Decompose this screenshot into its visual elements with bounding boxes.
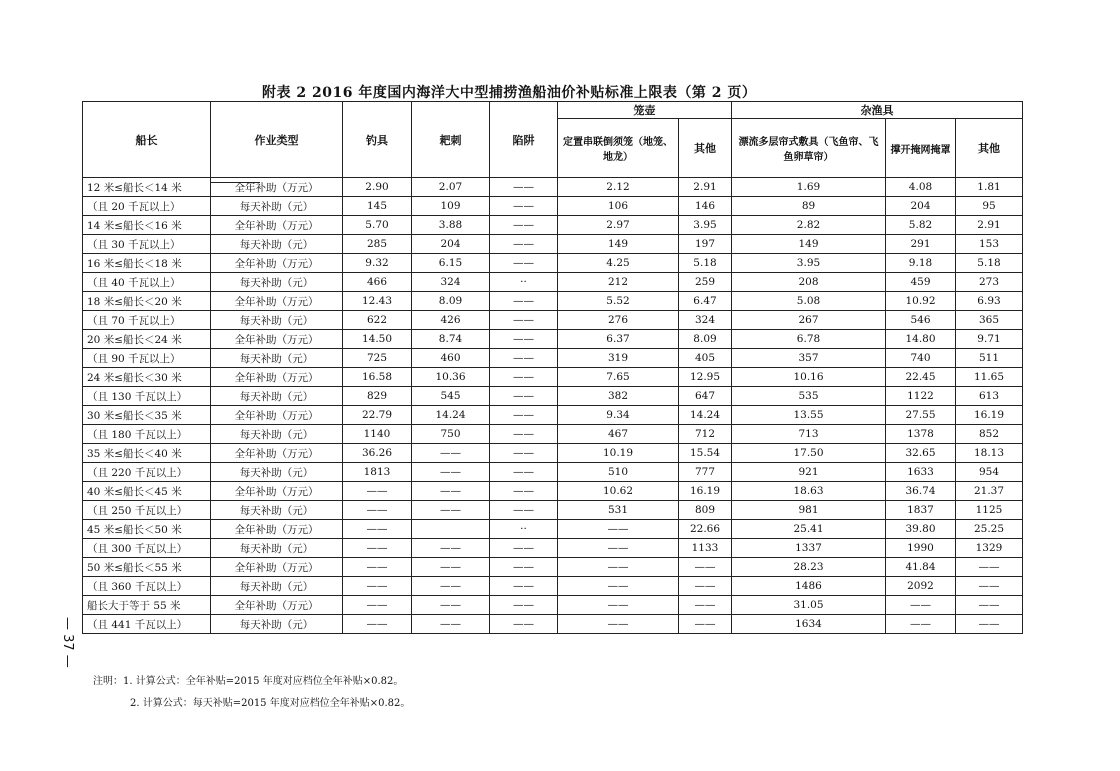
table-cell: —— <box>679 596 732 615</box>
table-cell: 6.47 <box>679 292 732 311</box>
power-requirement: （且 30 千瓦以上） <box>83 235 211 254</box>
table-cell: 2092 <box>886 577 956 596</box>
table-cell: 146 <box>679 197 732 216</box>
table-cell: 809 <box>679 501 732 520</box>
table-cell: 2.12 <box>558 178 679 197</box>
table-cell: 145 <box>343 197 412 216</box>
daily-subsidy-label: 每天补助（元） <box>211 273 343 292</box>
table-row <box>83 463 1023 482</box>
table-cell: 36.26 <box>343 444 412 463</box>
table-cell: 545 <box>412 387 490 406</box>
annual-subsidy-label: 全年补助（万元） <box>211 444 343 463</box>
table-cell: 9.34 <box>558 406 679 425</box>
daily-subsidy-label: 每天补助（元） <box>211 349 343 368</box>
table-cell: 291 <box>886 235 956 254</box>
daily-subsidy-label: 每天补助（元） <box>211 311 343 330</box>
table-cell: 204 <box>886 197 956 216</box>
table-cell: 6.93 <box>956 292 1023 311</box>
table-cell: —— <box>490 596 558 615</box>
table-cell: 1337 <box>732 539 886 558</box>
length-range: 35 米≤船长＜40 米 <box>83 444 211 463</box>
table-row <box>83 406 1023 425</box>
table-cell: —— <box>343 520 412 539</box>
power-requirement: （且 220 千瓦以上） <box>83 463 211 482</box>
table-cell: 10.19 <box>558 444 679 463</box>
header-cage-other: 其他 <box>679 119 732 178</box>
table-cell: 1125 <box>956 501 1023 520</box>
table-cell: —— <box>490 387 558 406</box>
power-requirement: （且 70 千瓦以上） <box>83 311 211 330</box>
header-misc-other: 其他 <box>956 119 1023 178</box>
table-cell: 777 <box>679 463 732 482</box>
annual-subsidy-label: 全年补助（万元） <box>211 254 343 273</box>
table-cell: 5.52 <box>558 292 679 311</box>
table-cell: 5.08 <box>732 292 886 311</box>
table-row <box>83 482 1023 501</box>
table-cell: 750 <box>412 425 490 444</box>
table-cell: —— <box>490 254 558 273</box>
table-cell: 276 <box>558 311 679 330</box>
table-cell: 426 <box>412 311 490 330</box>
table-cell: —— <box>490 482 558 501</box>
table-cell: —— <box>412 558 490 577</box>
power-requirement: （且 130 千瓦以上） <box>83 387 211 406</box>
table-cell: —— <box>490 197 558 216</box>
table-cell: 713 <box>732 425 886 444</box>
length-range: 12 米≤船长＜14 米 <box>83 178 211 197</box>
table-cell: 25.25 <box>956 520 1023 539</box>
table-cell: —— <box>343 615 412 634</box>
table-cell: 273 <box>956 273 1023 292</box>
annual-subsidy-label: 全年补助（万元） <box>211 596 343 615</box>
table-cell: 954 <box>956 463 1023 482</box>
table-cell: 921 <box>732 463 886 482</box>
table-cell: —— <box>558 539 679 558</box>
table-cell: 16.19 <box>679 482 732 501</box>
daily-subsidy-label: 每天补助（元） <box>211 425 343 444</box>
table-cell: 212 <box>558 273 679 292</box>
table-cell: —— <box>886 615 956 634</box>
table-cell: —— <box>490 216 558 235</box>
table-cell: 829 <box>343 387 412 406</box>
table-cell: —— <box>490 330 558 349</box>
daily-subsidy-label: 每天补助（元） <box>211 501 343 520</box>
table-row <box>83 425 1023 444</box>
table-cell: 12.43 <box>343 292 412 311</box>
table-cell: 31.05 <box>732 596 886 615</box>
header-fishing: 钓具 <box>343 102 412 178</box>
header-trap: 耙刺 <box>412 102 490 178</box>
table-title: 附表 2 2016 年度国内海洋大中型捕捞渔船油价补贴标准上限表（第 2 页） <box>262 85 757 101</box>
header-group-cage: 笼壶 <box>558 102 732 119</box>
daily-subsidy-label: 每天补助（元） <box>211 615 343 634</box>
table-row <box>83 577 1023 596</box>
table-cell: 9.18 <box>886 254 956 273</box>
power-requirement: （且 250 千瓦以上） <box>83 501 211 520</box>
table-cell: —— <box>679 577 732 596</box>
daily-subsidy-label: 每天补助（元） <box>211 577 343 596</box>
table-cell: 511 <box>956 349 1023 368</box>
annual-subsidy-label: 全年补助（万元） <box>211 368 343 387</box>
subsidy-table <box>82 101 1023 634</box>
length-range: 50 米≤船长＜55 米 <box>83 558 211 577</box>
table-cell: 14.80 <box>886 330 956 349</box>
table-cell: 981 <box>732 501 886 520</box>
daily-subsidy-label: 每天补助（元） <box>211 197 343 216</box>
table-row <box>83 330 1023 349</box>
table-cell <box>412 520 490 539</box>
table-cell: —— <box>956 596 1023 615</box>
table-cell: 22.66 <box>679 520 732 539</box>
table-row <box>83 178 1023 197</box>
table-cell: 1813 <box>343 463 412 482</box>
table-cell: —— <box>558 615 679 634</box>
note-1: 注明：1. 计算公式：全年补贴=2015 年度对应档位全年补贴×0.82。 <box>93 676 404 687</box>
table-cell: 267 <box>732 311 886 330</box>
table-cell: —— <box>558 520 679 539</box>
table-cell: 39.80 <box>886 520 956 539</box>
header-misc-lift: 撑开掩网掩罩 <box>886 119 956 178</box>
table-cell: 10.62 <box>558 482 679 501</box>
table-body <box>83 178 1023 634</box>
table-row <box>83 273 1023 292</box>
table-cell: 382 <box>558 387 679 406</box>
daily-subsidy-label: 每天补助（元） <box>211 463 343 482</box>
table-cell: 712 <box>679 425 732 444</box>
table-cell: 460 <box>412 349 490 368</box>
table-cell: 546 <box>886 311 956 330</box>
length-range: 40 米≤船长＜45 米 <box>83 482 211 501</box>
table-cell: 2.07 <box>412 178 490 197</box>
daily-subsidy-label: 每天补助（元） <box>211 235 343 254</box>
length-range: 45 米≤船长＜50 米 <box>83 520 211 539</box>
table-cell: —— <box>956 558 1023 577</box>
table-cell: —— <box>679 615 732 634</box>
table-cell: 622 <box>343 311 412 330</box>
table-row <box>83 311 1023 330</box>
table-cell: —— <box>886 596 956 615</box>
table-row <box>83 520 1023 539</box>
table-cell: —— <box>558 558 679 577</box>
table-cell: 357 <box>732 349 886 368</box>
table-cell: —— <box>412 501 490 520</box>
table-row <box>83 558 1023 577</box>
table-cell: 647 <box>679 387 732 406</box>
annual-subsidy-label: 全年补助（万元） <box>211 482 343 501</box>
table-cell: 852 <box>956 425 1023 444</box>
table-cell: 149 <box>558 235 679 254</box>
table-cell: 1140 <box>343 425 412 444</box>
table-cell: —— <box>490 178 558 197</box>
table-cell: —— <box>412 577 490 596</box>
table-cell: —— <box>490 501 558 520</box>
table-cell: —— <box>412 615 490 634</box>
table-cell: 459 <box>886 273 956 292</box>
table-row <box>83 539 1023 558</box>
daily-subsidy-label: 每天补助（元） <box>211 539 343 558</box>
header-row-1 <box>83 102 1023 119</box>
table-cell: —— <box>412 482 490 501</box>
table-cell: —— <box>412 539 490 558</box>
table-cell: 22.45 <box>886 368 956 387</box>
table-cell: 13.55 <box>732 406 886 425</box>
length-range: 30 米≤船长＜35 米 <box>83 406 211 425</box>
table-cell: 467 <box>558 425 679 444</box>
table-cell: 153 <box>956 235 1023 254</box>
table-cell: 740 <box>886 349 956 368</box>
table-cell: 405 <box>679 349 732 368</box>
table-cell: 8.09 <box>679 330 732 349</box>
table-cell: 2.90 <box>343 178 412 197</box>
length-range: 船长大于等于 55 米 <box>83 596 211 615</box>
power-requirement: （且 20 千瓦以上） <box>83 197 211 216</box>
table-cell: ·· <box>490 520 558 539</box>
table-cell: 18.13 <box>956 444 1023 463</box>
table-cell: 1133 <box>679 539 732 558</box>
table-row <box>83 349 1023 368</box>
power-requirement: （且 40 千瓦以上） <box>83 273 211 292</box>
table-cell: 27.55 <box>886 406 956 425</box>
table-cell: ·· <box>490 273 558 292</box>
power-requirement: （且 360 千瓦以上） <box>83 577 211 596</box>
power-requirement: （且 180 千瓦以上） <box>83 425 211 444</box>
annual-subsidy-label: 全年补助（万元） <box>211 330 343 349</box>
table-row <box>83 197 1023 216</box>
table-cell: 204 <box>412 235 490 254</box>
header-type: 作业类型 <box>211 102 343 178</box>
table-cell: 208 <box>732 273 886 292</box>
table-cell: —— <box>490 558 558 577</box>
annual-subsidy-label: 全年补助（万元） <box>211 178 343 197</box>
table-cell: —— <box>343 482 412 501</box>
table-cell: 5.18 <box>956 254 1023 273</box>
table-cell: 259 <box>679 273 732 292</box>
table-cell: 7.65 <box>558 368 679 387</box>
table-cell: —— <box>412 463 490 482</box>
annual-subsidy-label: 全年补助（万元） <box>211 406 343 425</box>
table-cell: —— <box>956 577 1023 596</box>
length-range: 16 米≤船长＜18 米 <box>83 254 211 273</box>
table-cell: 1378 <box>886 425 956 444</box>
table-row <box>83 596 1023 615</box>
table-cell: —— <box>490 311 558 330</box>
table-cell: 14.50 <box>343 330 412 349</box>
table-cell: 3.88 <box>412 216 490 235</box>
table-cell: 11.65 <box>956 368 1023 387</box>
table-cell: —— <box>490 425 558 444</box>
table-cell: —— <box>490 292 558 311</box>
header-length: 船长 <box>83 102 211 178</box>
table-row <box>83 615 1023 634</box>
table-cell: 319 <box>558 349 679 368</box>
header-pot: 陷阱 <box>490 102 558 178</box>
table-cell: 15.54 <box>679 444 732 463</box>
table-cell: 2.91 <box>956 216 1023 235</box>
table-cell: 285 <box>343 235 412 254</box>
table-cell: 1990 <box>886 539 956 558</box>
table-cell: 9.32 <box>343 254 412 273</box>
table-cell: 725 <box>343 349 412 368</box>
table-cell: 6.78 <box>732 330 886 349</box>
table-cell: —— <box>490 577 558 596</box>
header-cage-fixed: 定置串联倒须笼（地笼、地龙） <box>558 119 679 178</box>
table-cell: 5.82 <box>886 216 956 235</box>
table-cell: —— <box>490 368 558 387</box>
table-cell: 1.69 <box>732 178 886 197</box>
table-cell: 10.36 <box>412 368 490 387</box>
table-cell: 12.95 <box>679 368 732 387</box>
table-cell: 3.95 <box>679 216 732 235</box>
table-cell: 531 <box>558 501 679 520</box>
table-row <box>83 387 1023 406</box>
table-cell: —— <box>956 615 1023 634</box>
power-requirement: （且 90 千瓦以上） <box>83 349 211 368</box>
table-cell: 197 <box>679 235 732 254</box>
table-cell: 1486 <box>732 577 886 596</box>
table-cell: 1122 <box>886 387 956 406</box>
table-cell: 3.95 <box>732 254 886 273</box>
power-requirement: （且 300 千瓦以上） <box>83 539 211 558</box>
table-cell: 95 <box>956 197 1023 216</box>
table-cell: 10.16 <box>732 368 886 387</box>
table-row <box>83 444 1023 463</box>
table-cell: —— <box>490 444 558 463</box>
length-range: 18 米≤船长＜20 米 <box>83 292 211 311</box>
table-cell: 14.24 <box>412 406 490 425</box>
length-range: 20 米≤船长＜24 米 <box>83 330 211 349</box>
length-range: 14 米≤船长＜16 米 <box>83 216 211 235</box>
table-cell: 17.50 <box>732 444 886 463</box>
table-cell: 89 <box>732 197 886 216</box>
daily-subsidy-label: 每天补助（元） <box>211 387 343 406</box>
table-row <box>83 254 1023 273</box>
table-cell: 466 <box>343 273 412 292</box>
table-cell: —— <box>490 406 558 425</box>
table-cell: 10.92 <box>886 292 956 311</box>
table-cell: 1633 <box>886 463 956 482</box>
annual-subsidy-label: 全年补助（万元） <box>211 558 343 577</box>
table-cell: 4.08 <box>886 178 956 197</box>
table-cell: 535 <box>732 387 886 406</box>
table-cell: —— <box>343 558 412 577</box>
table-cell: —— <box>558 596 679 615</box>
table-row <box>83 368 1023 387</box>
power-requirement: （且 441 千瓦以上） <box>83 615 211 634</box>
length-range: 24 米≤船长＜30 米 <box>83 368 211 387</box>
table-cell: 8.74 <box>412 330 490 349</box>
table-cell: 109 <box>412 197 490 216</box>
table-cell: 28.23 <box>732 558 886 577</box>
table-cell: 22.79 <box>343 406 412 425</box>
table-cell: 2.97 <box>558 216 679 235</box>
table-cell: 1.81 <box>956 178 1023 197</box>
table-cell: 41.84 <box>886 558 956 577</box>
table-cell: —— <box>343 539 412 558</box>
table-row <box>83 235 1023 254</box>
annual-subsidy-label: 全年补助（万元） <box>211 292 343 311</box>
table-cell: 106 <box>558 197 679 216</box>
table-cell: 510 <box>558 463 679 482</box>
header-group-misc: 杂渔具 <box>732 102 1023 119</box>
table-cell: 25.41 <box>732 520 886 539</box>
page-number: — 37 — <box>60 617 75 668</box>
table-cell: 613 <box>956 387 1023 406</box>
table-cell: —— <box>343 577 412 596</box>
note-2: 2. 计算公式：每天补贴=2015 年度对应档位全年补贴×0.82。 <box>130 698 411 709</box>
table-cell: —— <box>490 615 558 634</box>
table-cell: 36.74 <box>886 482 956 501</box>
table-cell: 5.70 <box>343 216 412 235</box>
table-cell: 9.71 <box>956 330 1023 349</box>
table-cell: 5.18 <box>679 254 732 273</box>
table-cell: —— <box>490 349 558 368</box>
table-row <box>83 501 1023 520</box>
table-cell: —— <box>490 235 558 254</box>
annual-subsidy-label: 全年补助（万元） <box>211 216 343 235</box>
table-cell: 21.37 <box>956 482 1023 501</box>
table-cell: 6.37 <box>558 330 679 349</box>
table-cell: —— <box>412 596 490 615</box>
table-cell: —— <box>490 463 558 482</box>
table-cell: 6.15 <box>412 254 490 273</box>
header-misc-drift: 漂流多层帘式敷具（飞鱼帘、飞鱼卵草帘） <box>732 119 886 178</box>
table-row <box>83 292 1023 311</box>
table-cell: 2.91 <box>679 178 732 197</box>
table-cell: —— <box>679 558 732 577</box>
table-cell: 32.65 <box>886 444 956 463</box>
table-cell: 16.19 <box>956 406 1023 425</box>
table-cell: 16.58 <box>343 368 412 387</box>
table-cell: 8.09 <box>412 292 490 311</box>
table-cell: 324 <box>412 273 490 292</box>
table-cell: 14.24 <box>679 406 732 425</box>
table-row <box>83 216 1023 235</box>
table-cell: —— <box>490 539 558 558</box>
table-cell: 149 <box>732 235 886 254</box>
table-cell: 1329 <box>956 539 1023 558</box>
table-cell: 365 <box>956 311 1023 330</box>
table-cell: 4.25 <box>558 254 679 273</box>
table-cell: —— <box>343 596 412 615</box>
table-cell: 324 <box>679 311 732 330</box>
table-cell: 18.63 <box>732 482 886 501</box>
table-cell: 2.82 <box>732 216 886 235</box>
table-cell: —— <box>343 501 412 520</box>
table-cell: —— <box>558 577 679 596</box>
table-cell: 1634 <box>732 615 886 634</box>
table-cell: —— <box>412 444 490 463</box>
annual-subsidy-label: 全年补助（万元） <box>211 520 343 539</box>
table-cell: 1837 <box>886 501 956 520</box>
